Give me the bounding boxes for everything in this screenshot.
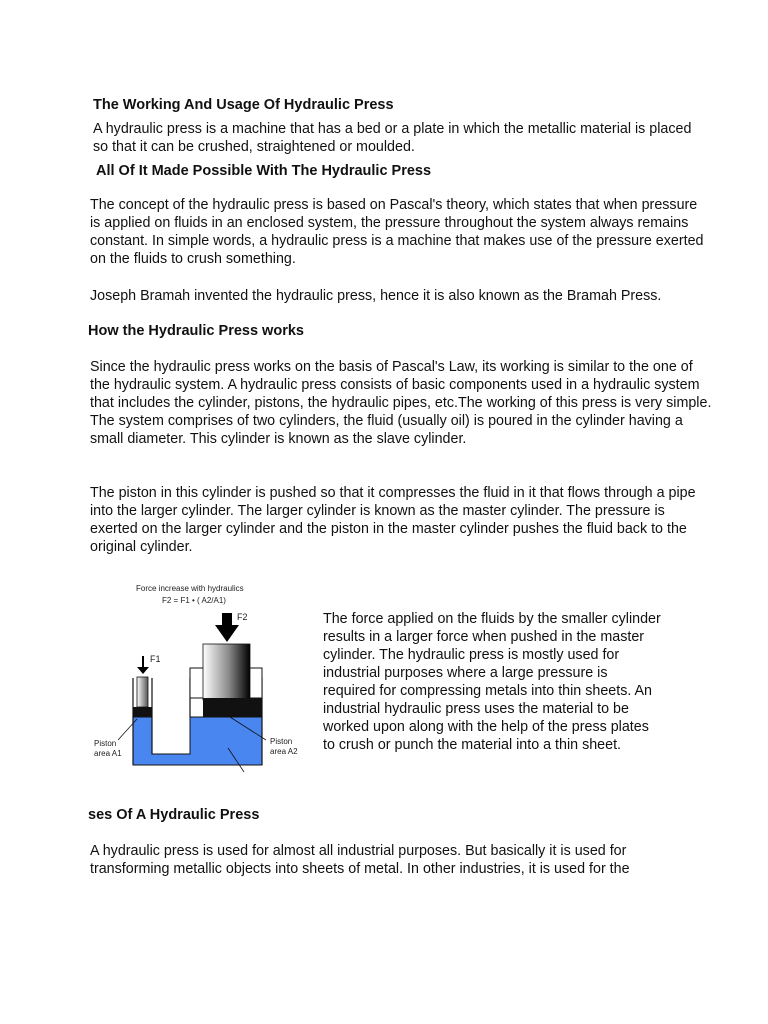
page-title: The Working And Usage Of Hydraulic Press xyxy=(93,97,394,113)
small-piston-head xyxy=(133,707,152,717)
f2-arrow-icon xyxy=(215,613,239,642)
intro-paragraph: A hydraulic press is a machine that has a bed or a plate in which the metallic material is placed so that it can be crushed, straightened or moulded. xyxy=(93,121,692,155)
hydraulic-press-diagram xyxy=(90,580,298,775)
piston-a2-label: Piston xyxy=(270,737,293,746)
uses-paragraph: A hydraulic press is used for almost all industrial purposes. But basically it is used for transforming metallic objects into sheets of metal. In other industries, it is used for the xyxy=(90,843,630,877)
large-piston-head xyxy=(203,698,262,717)
diagram-caption: Force increase with hydraulics xyxy=(136,584,244,593)
inventor-paragraph: Joseph Bramah invented the hydraulic press, hence it is also known as the Bramah Press. xyxy=(90,288,662,304)
how-paragraph-2: The piston in this cylinder is pushed so that it compresses the fluid in it that flows through a pipe into the larger cylinder. The larger cylinder is known as the master cylinder. The pressure is exerted on the larger cylinder and the piston in the master cylinder pushes the fluid back to the original cylinder. xyxy=(90,485,696,555)
f1-arrow-icon xyxy=(137,656,149,674)
subtitle-heading: All Of It Made Possible With The Hydraulic Press xyxy=(96,163,432,179)
uses-heading: ses Of A Hydraulic Press xyxy=(88,807,260,823)
piston-a2-area: area A2 xyxy=(270,747,298,756)
f2-label: F2 xyxy=(237,612,248,622)
force-paragraph: The force applied on the fluids by the smaller cylinder results in a larger force when pushed in the master cylinder. The hydraulic press is mostly used for industrial purposes where a large pressure is required for compressing metals into thin sheets. An industrial hydraulic press uses the material to be worked upon along with the help of the press plates to crush or punch the material into a thin sheet. xyxy=(323,611,661,753)
diagram-formula: F2 = F1 • ( A2/A1) xyxy=(162,596,226,605)
small-piston-rod xyxy=(137,677,148,707)
piston-a1-label: Piston xyxy=(94,739,117,748)
piston-a1-area: area A1 xyxy=(94,749,122,758)
f1-label: F1 xyxy=(150,654,161,664)
large-piston-body xyxy=(203,644,250,700)
how-paragraph-1: Since the hydraulic press works on the basis of Pascal's Law, its working is similar to the one of the hydraulic system. A hydraulic press consists of basic components used in a hydraulic system that includes the cylinder, pistons, the hydraulic pipes, etc.The working of this press is very simple. The system comprises of two cylinders, the fluid (usually oil) is poured in the cylinder having a small diameter. This cylinder is known as the slave cylinder. xyxy=(90,359,712,447)
how-heading: How the Hydraulic Press works xyxy=(88,323,304,339)
concept-paragraph: The concept of the hydraulic press is based on Pascal's theory, which states that when pressure is applied on fluids in an enclosed system, the pressure throughout the system always remains constant. In simple words, a hydraulic press is a machine that makes use of the pressure exerted on the fluids to crush something. xyxy=(90,197,704,267)
